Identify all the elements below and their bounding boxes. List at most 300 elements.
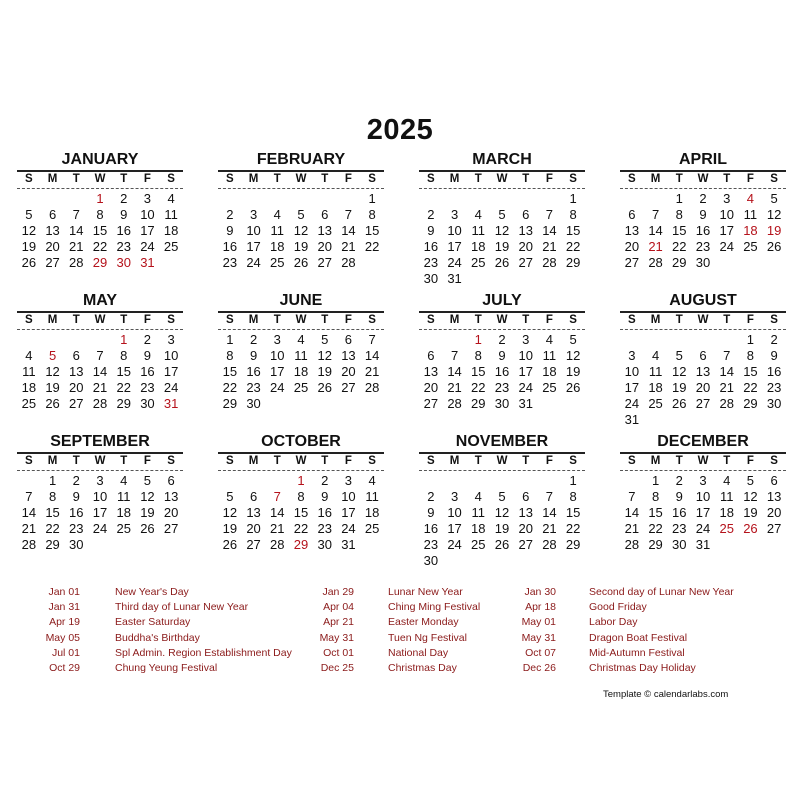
weekday-label: W [94, 173, 106, 185]
day: 24 [447, 255, 462, 270]
day: 3 [143, 191, 152, 206]
day: 18 [293, 364, 309, 379]
day: 8 [651, 489, 660, 504]
month-june [218, 291, 384, 412]
day: 7 [450, 348, 459, 363]
weekday-label: M [449, 314, 460, 326]
day-blank [289, 191, 313, 207]
day-grid [218, 191, 384, 271]
day: 15 [222, 364, 238, 379]
holiday-date: Jan 29 [322, 586, 354, 598]
holiday-name: Christmas Day Holiday [589, 662, 696, 674]
weekday-label: S [770, 173, 778, 185]
day: 29 [672, 255, 687, 270]
day: 8 [226, 348, 234, 363]
day: 25 [270, 255, 285, 270]
day: 27 [246, 537, 261, 552]
holiday-date: May 31 [521, 631, 556, 644]
day: 8 [297, 489, 305, 504]
day: 7 [96, 348, 104, 363]
holiday-date: Oct 29 [49, 662, 80, 674]
holiday-day: 29 [293, 537, 309, 552]
day: 11 [294, 348, 308, 363]
template-credit: Template © calendarlabs.com [603, 689, 729, 700]
day: 19 [743, 505, 758, 520]
day: 25 [648, 396, 663, 411]
day: 1 [569, 191, 577, 206]
weekday-label: W [295, 455, 307, 467]
day: 10 [719, 207, 734, 222]
day: 3 [450, 207, 459, 222]
holiday-day: 1 [96, 191, 104, 206]
day-grid [419, 191, 585, 287]
day: 16 [494, 364, 510, 379]
day: 30 [317, 537, 332, 552]
month-name: APRIL [679, 151, 727, 168]
holiday-date: Jan 31 [48, 601, 80, 614]
weekday-label: T [675, 455, 683, 467]
day: 12 [45, 364, 60, 379]
day: 26 [222, 537, 238, 552]
day: 9 [498, 348, 506, 363]
day: 21 [542, 521, 557, 536]
day-blank [218, 191, 242, 207]
day: 21 [624, 521, 640, 536]
day: 16 [423, 239, 439, 254]
day: 26 [494, 537, 510, 552]
holiday-day: 5 [48, 348, 57, 363]
day: 12 [140, 489, 155, 504]
day: 25 [364, 521, 380, 536]
weekday-header [17, 452, 183, 471]
day: 17 [270, 364, 285, 379]
day: 19 [317, 364, 332, 379]
holiday-name: Ching Ming Festival [388, 601, 481, 614]
month-february [218, 150, 384, 271]
weekday-label: S [770, 314, 778, 326]
day: 24 [163, 380, 179, 395]
day: 6 [72, 348, 80, 363]
weekday-label: T [675, 314, 683, 326]
weekday-label: F [143, 455, 151, 467]
day: 23 [494, 380, 510, 395]
day: 27 [695, 396, 711, 411]
day: 31 [341, 537, 356, 552]
day: 2 [120, 191, 128, 206]
day: 5 [143, 473, 152, 488]
day: 2 [321, 473, 329, 488]
weekday-header [218, 452, 384, 471]
day: 25 [542, 380, 557, 395]
day-blank [466, 191, 490, 207]
day: 15 [672, 223, 687, 238]
day: 27 [69, 396, 84, 411]
holiday-name: Buddha's Birthday [115, 631, 200, 644]
day: 19 [222, 521, 238, 536]
day: 6 [522, 207, 530, 222]
day: 9 [427, 223, 435, 238]
holiday-date: Jan 01 [48, 586, 80, 598]
weekday-label: F [344, 173, 352, 185]
day: 6 [48, 207, 57, 222]
weekday-label: S [167, 455, 175, 467]
holiday-day: 19 [766, 223, 782, 238]
weekday-label: W [697, 455, 709, 467]
day: 22 [565, 239, 581, 254]
day: 7 [651, 207, 660, 222]
day: 25 [471, 255, 486, 270]
day: 28 [542, 255, 557, 270]
day: 20 [69, 380, 84, 395]
day: 22 [364, 239, 380, 254]
day: 31 [518, 396, 533, 411]
day: 4 [474, 489, 482, 504]
weekday-label: M [650, 173, 661, 185]
weekday-label: T [321, 173, 329, 185]
day: 28 [341, 255, 356, 270]
day: 19 [565, 364, 581, 379]
day: 30 [423, 553, 439, 568]
day: 27 [341, 380, 356, 395]
day: 8 [569, 207, 577, 222]
day-grid [419, 332, 585, 412]
day: 28 [364, 380, 380, 395]
day: 16 [672, 505, 687, 520]
day: 22 [648, 521, 663, 536]
day: 9 [699, 207, 707, 222]
day: 25 [471, 537, 486, 552]
day-grid [419, 473, 585, 569]
day: 12 [222, 505, 238, 520]
day: 29 [116, 396, 131, 411]
weekday-label: S [25, 455, 33, 467]
day: 26 [672, 396, 687, 411]
day: 6 [321, 207, 329, 222]
day: 11 [164, 207, 178, 222]
day-blank [443, 191, 467, 207]
day: 15 [92, 223, 108, 238]
day: 23 [140, 380, 155, 395]
weekday-label: T [273, 455, 281, 467]
month-name: JULY [482, 292, 522, 309]
day: 16 [317, 505, 332, 520]
day-blank [620, 473, 644, 489]
holiday-day: 25 [719, 521, 734, 536]
day: 12 [743, 489, 758, 504]
day: 16 [766, 364, 782, 379]
day: 6 [628, 207, 636, 222]
day: 16 [140, 364, 155, 379]
day-blank [64, 332, 88, 348]
weekday-label: F [746, 173, 754, 185]
day: 1 [368, 191, 376, 206]
day: 14 [648, 223, 663, 238]
weekday-header [17, 170, 183, 189]
day: 12 [766, 207, 782, 222]
day: 19 [293, 239, 309, 254]
day: 6 [770, 473, 778, 488]
day: 6 [249, 489, 258, 504]
month-name: SEPTEMBER [50, 433, 150, 450]
day: 9 [72, 489, 80, 504]
day: 7 [545, 489, 554, 504]
day: 20 [423, 380, 439, 395]
weekday-label: T [474, 455, 482, 467]
month-august [620, 291, 786, 428]
day: 24 [270, 380, 285, 395]
day: 8 [569, 489, 577, 504]
holiday-day: 31 [140, 255, 155, 270]
weekday-label: W [496, 455, 508, 467]
day: 27 [518, 255, 533, 270]
day-blank [17, 332, 41, 348]
month-name: JUNE [279, 292, 323, 309]
holiday-day: 21 [648, 239, 663, 254]
weekday-label: T [522, 173, 530, 185]
day: 16 [695, 223, 711, 238]
weekday-label: S [628, 173, 636, 185]
day: 28 [624, 537, 640, 552]
day: 30 [494, 396, 510, 411]
holiday-name: Labor Day [589, 616, 638, 629]
day-blank [218, 473, 242, 489]
day: 9 [249, 348, 258, 363]
day: 13 [246, 505, 261, 520]
day: 10 [341, 489, 356, 504]
day: 1 [569, 473, 577, 488]
day: 21 [341, 239, 356, 254]
weekday-label: S [628, 455, 636, 467]
day: 17 [695, 505, 711, 520]
weekday-label: T [723, 455, 731, 467]
weekday-label: S [427, 173, 435, 185]
weekday-label: W [697, 173, 709, 185]
weekday-label: F [545, 455, 553, 467]
day: 4 [120, 473, 128, 488]
day-blank [644, 332, 668, 348]
weekday-label: M [47, 455, 58, 467]
day: 3 [344, 473, 353, 488]
day: 26 [494, 255, 510, 270]
weekday-label: F [344, 455, 352, 467]
day: 12 [494, 505, 510, 520]
day: 29 [565, 255, 581, 270]
holiday-day: 1 [474, 332, 482, 347]
day: 30 [766, 396, 782, 411]
day: 15 [45, 505, 60, 520]
day: 2 [675, 473, 683, 488]
weekday-label: M [248, 455, 259, 467]
holiday-date: May 31 [319, 631, 354, 644]
day: 28 [719, 396, 734, 411]
day-blank [313, 191, 337, 207]
day: 30 [695, 255, 711, 270]
day: 4 [723, 473, 731, 488]
holiday-date: Apr 04 [323, 601, 354, 614]
day: 14 [270, 505, 285, 520]
holiday-date: Apr 19 [49, 616, 80, 629]
day: 12 [565, 348, 581, 363]
day: 25 [293, 380, 309, 395]
weekday-label: T [723, 314, 731, 326]
weekday-label: S [226, 314, 234, 326]
day: 29 [222, 396, 238, 411]
day: 3 [249, 207, 258, 222]
day: 14 [447, 364, 462, 379]
day-blank [490, 473, 514, 489]
day: 25 [743, 239, 758, 254]
weekday-label: S [569, 455, 577, 467]
day: 21 [447, 380, 462, 395]
day: 20 [766, 505, 782, 520]
day: 17 [518, 364, 533, 379]
day: 19 [140, 505, 155, 520]
month-march [419, 150, 585, 287]
holiday-name: Easter Saturday [115, 616, 191, 629]
day: 6 [427, 348, 435, 363]
day: 23 [246, 380, 261, 395]
holiday-date: Oct 07 [525, 646, 556, 659]
day: 14 [624, 505, 640, 520]
day: 11 [116, 489, 131, 504]
day: 21 [719, 380, 734, 395]
day: 1 [48, 473, 57, 488]
day-blank [17, 473, 41, 489]
holiday-name: New Year's Day [115, 586, 189, 598]
day: 15 [116, 364, 131, 379]
holiday-day: 26 [743, 521, 758, 536]
day: 10 [447, 223, 462, 238]
day: 18 [471, 239, 486, 254]
holiday-name: Christmas Day [388, 662, 457, 674]
day: 29 [45, 537, 60, 552]
day: 10 [140, 207, 155, 222]
day-blank [620, 191, 644, 207]
day: 20 [624, 239, 640, 254]
day: 21 [69, 239, 84, 254]
day: 24 [341, 521, 356, 536]
day: 14 [364, 348, 380, 363]
weekday-label: F [344, 314, 352, 326]
day: 28 [542, 537, 557, 552]
day: 27 [317, 255, 332, 270]
day: 23 [672, 521, 687, 536]
day: 30 [69, 537, 84, 552]
day: 26 [565, 380, 581, 395]
day: 7 [545, 207, 554, 222]
day: 24 [624, 396, 640, 411]
day: 19 [494, 239, 510, 254]
day: 20 [163, 505, 179, 520]
day-blank [443, 332, 467, 348]
weekday-label: T [474, 314, 482, 326]
day: 4 [25, 348, 33, 363]
day: 9 [675, 489, 683, 504]
weekday-label: S [368, 455, 376, 467]
day: 2 [143, 332, 152, 347]
day: 6 [167, 473, 175, 488]
day: 8 [675, 207, 683, 222]
day: 16 [116, 223, 131, 238]
day: 5 [770, 191, 778, 206]
day: 7 [25, 489, 33, 504]
day: 22 [293, 521, 309, 536]
day: 13 [624, 223, 640, 238]
day: 14 [21, 505, 37, 520]
day: 10 [246, 223, 261, 238]
day: 16 [69, 505, 84, 520]
day: 14 [69, 223, 84, 238]
day: 24 [695, 521, 711, 536]
day: 3 [167, 332, 175, 347]
day: 2 [249, 332, 258, 347]
day: 17 [719, 223, 734, 238]
weekday-label: T [72, 173, 80, 185]
day: 23 [423, 255, 439, 270]
day-blank [242, 191, 266, 207]
weekday-label: T [522, 455, 530, 467]
day: 6 [699, 348, 707, 363]
month-april [620, 150, 786, 271]
calendar-year-title: 2025 [366, 114, 434, 146]
day: 8 [120, 348, 128, 363]
day: 9 [143, 348, 152, 363]
day: 30 [423, 271, 439, 286]
day-blank [419, 332, 443, 348]
day-blank [644, 191, 668, 207]
day: 2 [72, 473, 80, 488]
day: 14 [719, 364, 734, 379]
month-name: MARCH [472, 151, 532, 168]
weekday-header [620, 170, 786, 189]
day-blank [88, 332, 112, 348]
month-may [17, 291, 183, 412]
holiday-day: 31 [163, 396, 179, 411]
day: 10 [163, 348, 179, 363]
holiday-name: Tuen Ng Festival [388, 631, 467, 644]
month-october [218, 432, 384, 553]
day: 11 [270, 223, 285, 238]
day: 8 [474, 348, 482, 363]
weekday-label: W [697, 314, 709, 326]
weekday-header [218, 170, 384, 189]
day: 27 [766, 521, 782, 536]
day: 25 [163, 239, 179, 254]
day: 5 [25, 207, 33, 222]
day: 8 [746, 348, 755, 363]
day: 2 [427, 207, 435, 222]
day: 7 [72, 207, 80, 222]
day: 9 [770, 348, 778, 363]
day: 11 [719, 489, 734, 504]
weekday-label: T [522, 314, 530, 326]
weekday-label: M [650, 314, 661, 326]
day-blank [667, 332, 691, 348]
weekday-label: S [427, 314, 435, 326]
day: 31 [695, 537, 711, 552]
day-blank [538, 191, 562, 207]
day: 15 [648, 505, 663, 520]
day: 18 [719, 505, 734, 520]
day: 24 [719, 239, 734, 254]
day: 11 [743, 207, 758, 222]
day: 16 [222, 239, 238, 254]
day-grid [620, 332, 786, 428]
weekday-header [419, 311, 585, 330]
day: 7 [723, 348, 731, 363]
day: 22 [222, 380, 238, 395]
day: 30 [140, 396, 155, 411]
